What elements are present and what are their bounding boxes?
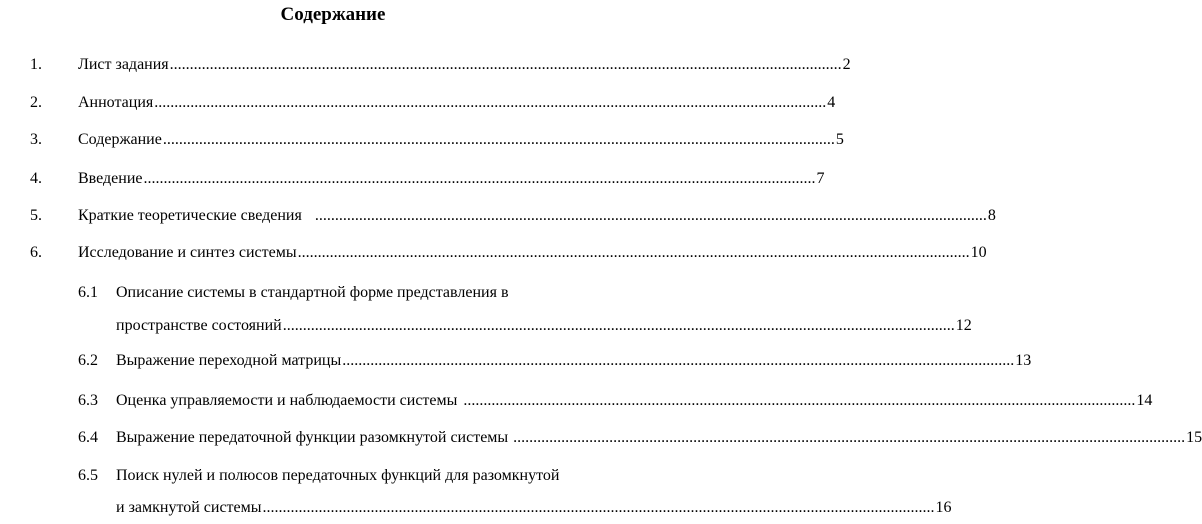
toc-entry-page: 7 xyxy=(816,170,825,187)
toc-subentry-text-line2: и замкнутой системы xyxy=(116,499,262,516)
toc-subentry-text: Выражение передаточной функции разомкнутой системы xyxy=(116,429,509,446)
toc-entry-page: 5 xyxy=(835,131,844,148)
toc-leader-dots: ........................................................................................................................................................................ xyxy=(282,317,955,334)
toc-entry-3[interactable] xyxy=(0,130,844,150)
toc-entry-number: 4. xyxy=(30,170,42,187)
toc-entry-6[interactable] xyxy=(0,243,987,263)
toc-leader-dots: ........................................................................................................................................................................ xyxy=(262,499,935,516)
toc-leader-dots: ........................................................................................................................................................................ xyxy=(169,56,842,73)
toc-leader-dots: ........................................................................................................................................................................ xyxy=(342,352,1015,369)
toc-title: Содержание xyxy=(280,4,386,25)
toc-subentry-page: 13 xyxy=(1015,352,1032,369)
toc-subentry-number: 6.4 xyxy=(78,429,98,446)
toc-subentry-page: 15 xyxy=(1186,429,1202,446)
toc-subentry-text-line1: Описание системы в стандартной форме представления в xyxy=(116,284,509,301)
toc-subentry-page: 14 xyxy=(1136,392,1153,409)
toc-entry-number: 6. xyxy=(30,244,42,261)
toc-leader-dots: ........................................................................................................................................................................ xyxy=(463,392,1136,409)
toc-entry-4[interactable] xyxy=(0,169,825,189)
toc-entry-page: 2 xyxy=(842,56,851,73)
toc-entry-page: 4 xyxy=(827,94,836,111)
toc-leader-dots: ........................................................................................................................................................................ xyxy=(143,170,816,187)
toc-subentry-number: 6.3 xyxy=(78,392,98,409)
toc-subentry-page: 16 xyxy=(935,499,952,516)
toc-subentry-number: 6.2 xyxy=(78,352,98,369)
toc-subentry-number: 6.5 xyxy=(78,467,98,484)
toc-entry-text: Лист задания xyxy=(78,56,169,73)
toc-entry-page: 8 xyxy=(987,207,996,224)
toc-subentry-text-line2: пространстве состояний xyxy=(116,317,282,334)
toc-subentry-page: 12 xyxy=(955,317,972,334)
toc-leader-dots: ........................................................................................................................................................................ xyxy=(162,131,835,148)
toc-entry-number: 1. xyxy=(30,56,42,73)
toc-entry-text: Краткие теоретические сведения xyxy=(78,207,302,224)
toc-leader-dots: ........................................................................................................................................................................ xyxy=(297,244,970,261)
toc-entry-number: 2. xyxy=(30,94,42,111)
toc-leader-dots: ........................................................................................................................................................................ xyxy=(154,94,827,111)
toc-subentry-6-3[interactable] xyxy=(0,391,1153,411)
toc-entry-text: Аннотация xyxy=(78,94,154,111)
toc-entry-text: Содержание xyxy=(78,131,162,148)
toc-entry-1[interactable] xyxy=(0,55,851,75)
toc-subentry-6-4[interactable] xyxy=(0,428,1202,448)
toc-entry-5[interactable] xyxy=(0,206,996,226)
toc-subentry-6-5[interactable] xyxy=(0,466,952,520)
toc-subentry-6-1[interactable] xyxy=(0,283,972,337)
toc-entry-text: Введение xyxy=(78,170,143,187)
toc-entry-number: 3. xyxy=(30,131,42,148)
toc-subentry-text-line1: Поиск нулей и полюсов передаточных функций для разомкнутой xyxy=(116,467,560,484)
toc-entry-number: 5. xyxy=(30,207,42,224)
toc-subentry-number: 6.1 xyxy=(78,284,98,301)
toc-entry-text: Исследование и синтез системы xyxy=(78,244,297,261)
toc-entry-page: 10 xyxy=(970,244,987,261)
toc-subentry-6-2[interactable] xyxy=(0,351,1032,371)
toc-subentry-text: Оценка управляемости и наблюдаемости системы xyxy=(116,392,458,409)
toc-leader-dots: ........................................................................................................................................................................ xyxy=(314,207,987,224)
toc-entry-2[interactable] xyxy=(0,93,836,113)
toc-leader-dots: ........................................................................................................................................................................ xyxy=(513,429,1186,446)
toc-subentry-text: Выражение переходной матрицы xyxy=(116,352,342,369)
